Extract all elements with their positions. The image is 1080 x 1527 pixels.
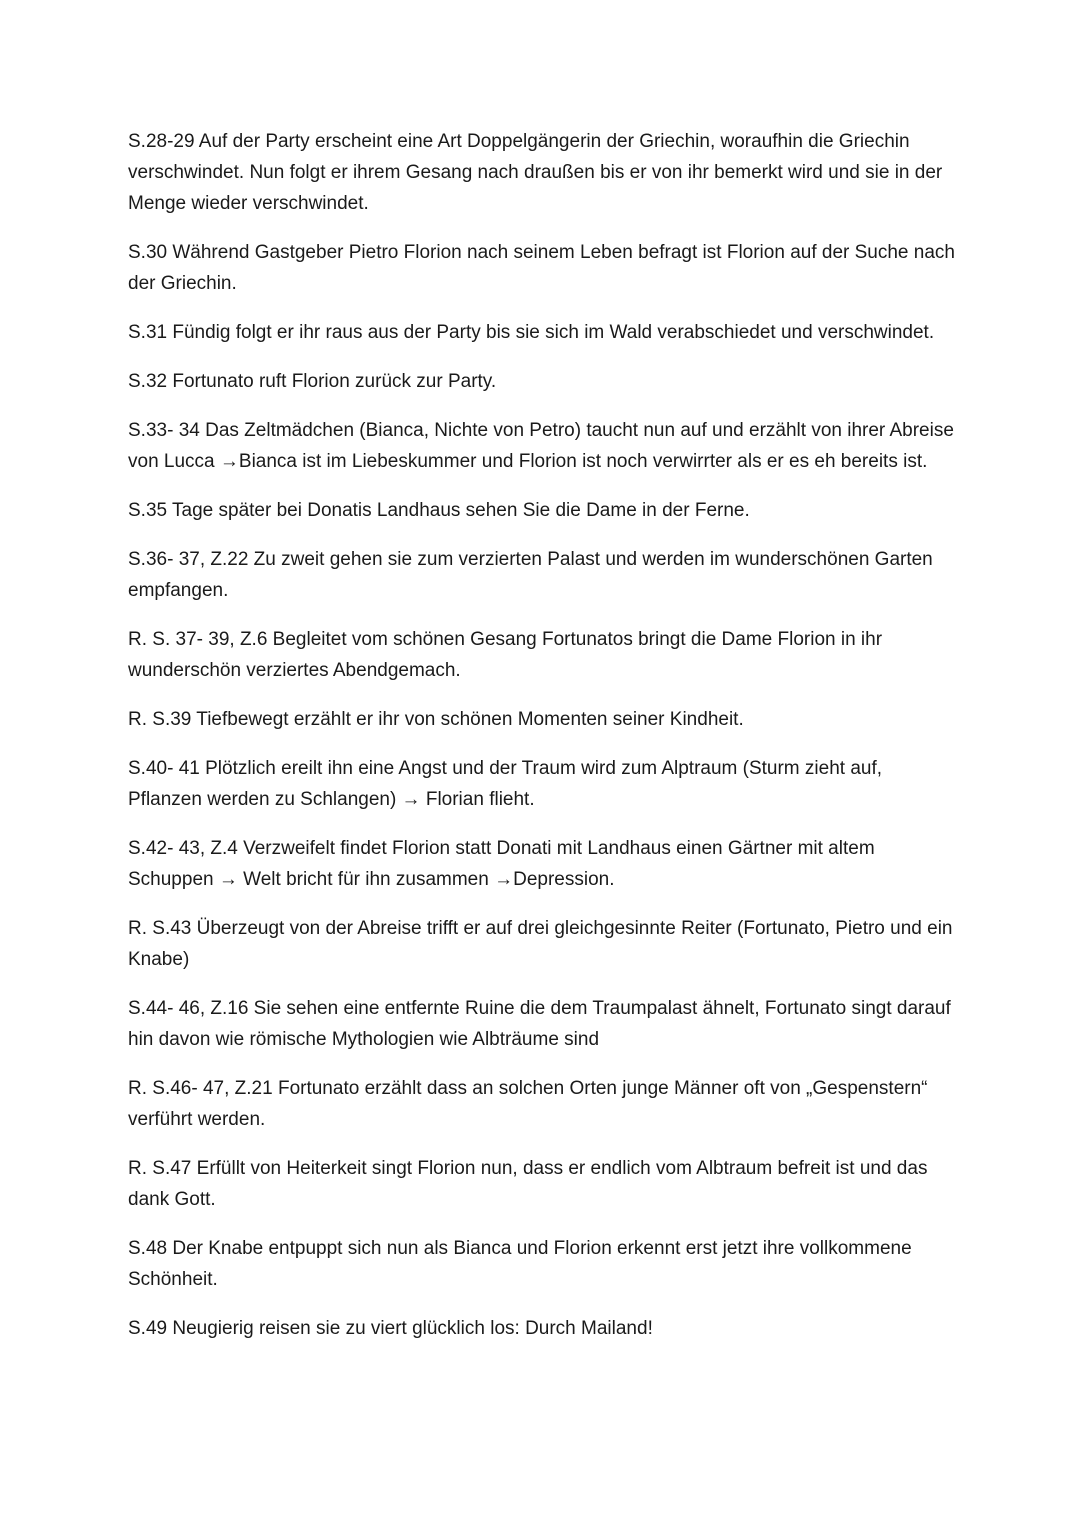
paragraph: R. S.46- 47, Z.21 Fortunato erzählt dass an solchen Orten junge Männer oft von „Gespenstern“ verführt werden. bbox=[128, 1078, 928, 1130]
paragraph: S.31 Fündig folgt er ihr raus aus der Party bis sie sich im Wald verabschiedet und verschwindet. bbox=[128, 322, 935, 343]
paragraph: R. S.47 Erfüllt von Heiterkeit singt Florion nun, dass er endlich vom Albtraum befreit ist und das dank Gott. bbox=[128, 1158, 928, 1210]
paragraph: S.30 Während Gastgeber Pietro Florion nach seinem Leben befragt ist Florion auf der Suche nach der Griechin. bbox=[128, 242, 955, 294]
paragraph: R. S.39 Tiefbewegt erzählt er ihr von schönen Momenten seiner Kindheit. bbox=[128, 709, 744, 730]
paragraph: S.35 Tage später bei Donatis Landhaus sehen Sie die Dame in der Ferne. bbox=[128, 500, 750, 521]
paragraph: R. S.43 Überzeugt von der Abreise trifft er auf drei gleichgesinnte Reiter (Fortunato, Pietro und ein Knabe) bbox=[128, 918, 953, 970]
paragraph: S.49 Neugierig reisen sie zu viert glücklich los: Durch Mailand! bbox=[128, 1318, 653, 1339]
paragraph: S.32 Fortunato ruft Florion zurück zur Party. bbox=[128, 371, 497, 392]
paragraph: S.33- 34 Das Zeltmädchen (Bianca, Nichte von Petro) taucht nun auf und erzählt von ihrer Abreise von Lucca →Bianca ist im Liebeskummer und Florion ist noch verwirrter als er es eh bereits ist. bbox=[128, 420, 954, 472]
paragraph: S.40- 41 Plötzlich ereilt ihn eine Angst und der Traum wird zum Alptraum (Sturm zieht auf, Pflanzen werden zu Schlangen) → Florian flieht. bbox=[128, 758, 883, 810]
paragraph: S.36- 37, Z.22 Zu zweit gehen sie zum verzierten Palast und werden im wunderschönen Garten empfangen. bbox=[128, 549, 933, 601]
paragraph: S.42- 43, Z.4 Verzweifelt findet Florion statt Donati mit Landhaus einen Gärtner mit altem Schuppen → Welt bricht für ihn zusammen →Depression. bbox=[128, 838, 875, 890]
paragraph: S.28-29 Auf der Party erscheint eine Art Doppelgängerin der Griechin, woraufhin die Griechin verschwindet. Nun folgt er ihrem Gesang nach draußen bis er von ihr bemerkt wird und sie in der Menge wieder verschwindet. bbox=[128, 131, 943, 214]
paragraph: R. S. 37- 39, Z.6 Begleitet vom schönen Gesang Fortunatos bringt die Dame Florion in ihr wunderschön verziertes Abendgemach. bbox=[128, 629, 883, 681]
document-page bbox=[128, 126, 958, 1362]
paragraph: S.44- 46, Z.16 Sie sehen eine entfernte Ruine die dem Traumpalast ähnelt, Fortunato singt darauf hin davon wie römische Mythologien wie Albträume sind bbox=[128, 998, 951, 1050]
paragraph: S.48 Der Knabe entpuppt sich nun als Bianca und Florion erkennt erst jetzt ihre vollkommene Schönheit. bbox=[128, 1238, 912, 1290]
